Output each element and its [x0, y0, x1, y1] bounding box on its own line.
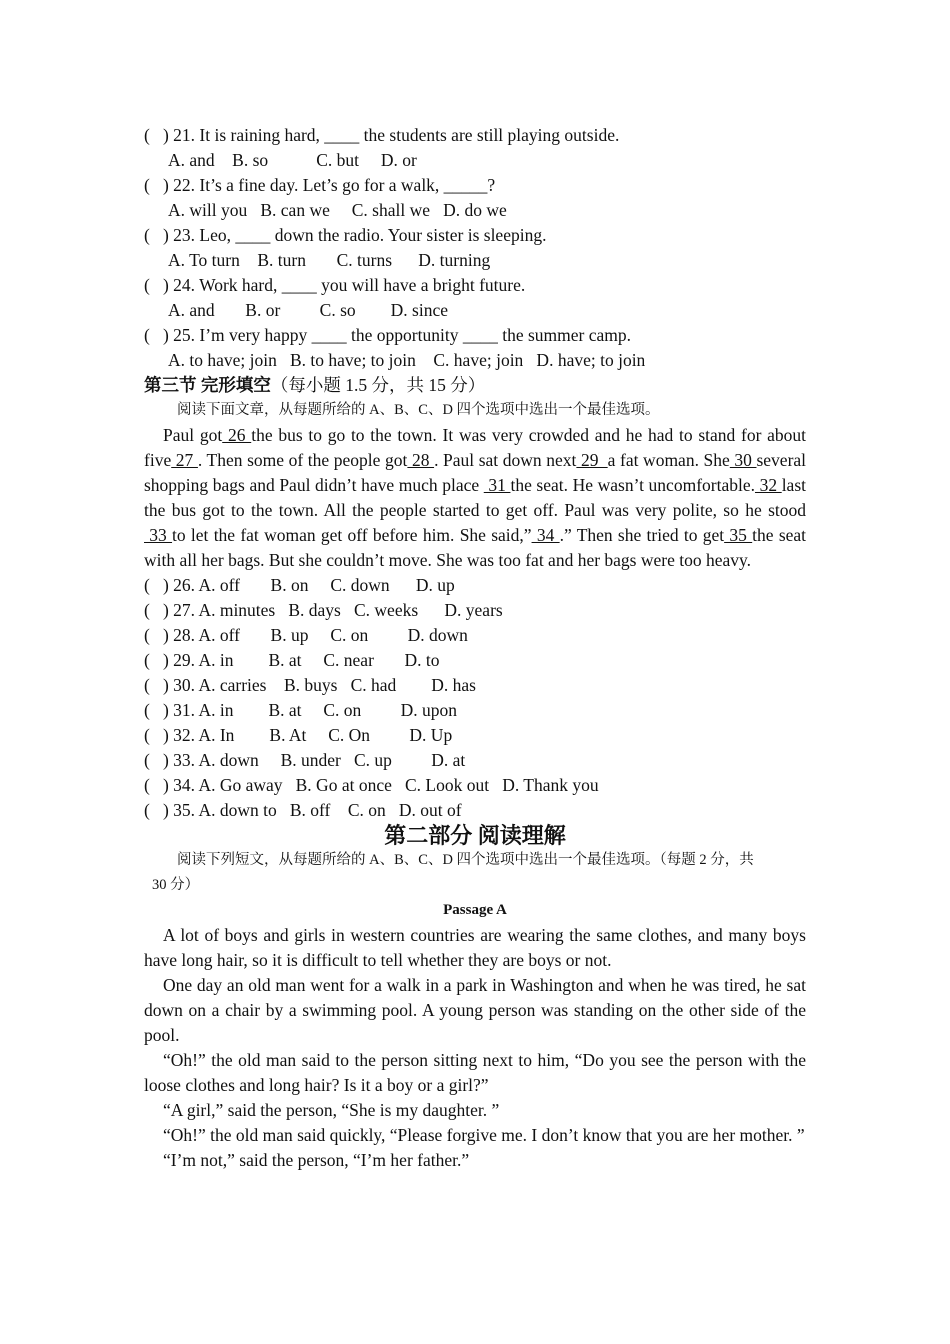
question-23-options: A. To turn B. turn C. turns D. turning	[168, 250, 491, 270]
question-34: ( ) 34. A. Go away B. Go at once C. Look out D. Thank you	[144, 775, 599, 795]
cloze-instruction: 阅读下面文章，从每题所给的 A、B、C、D 四个选项中选出一个最佳选项。	[177, 402, 660, 418]
question-29: ( ) 29. A. in B. at C. near D. to	[144, 650, 440, 670]
passage-paragraph: “Oh!” the old man said to the person sitting next to him, “Do you see the person with the loose clothes and long hair? Is it a boy or a girl?”	[144, 1050, 806, 1095]
cloze-title-score: （每小题 1.5 分，共 15 分）	[270, 375, 486, 395]
grammar-section	[144, 123, 806, 373]
cloze-text: the bus to go to the town. It was very crowded and he had to stand for about five	[144, 425, 807, 470]
question-24: ( ) 24. Work hard, ____ you will have a bright future.	[144, 275, 526, 295]
blank-29: 29	[576, 450, 608, 470]
cloze-text: to let the fat woman get off before him. She said,”	[172, 525, 532, 545]
question-21-options: A. and B. so C. but D. or	[168, 150, 417, 170]
question-23: ( ) 23. Leo, ____ down the radio. Your sister is sleeping.	[144, 225, 547, 245]
reading-instruction	[144, 848, 806, 898]
cloze-text: the seat. He wasn’t uncomfortable.	[510, 475, 755, 495]
passage-title: Passage A	[443, 902, 507, 918]
passage-paragraph: “I’m not,” said the person, “I’m her father.”	[163, 1150, 470, 1170]
cloze-section-title	[144, 373, 806, 398]
cloze-text: .” Then she tried to get	[559, 525, 725, 545]
passage-paragraph: “Oh!” the old man said quickly, “Please forgive me. I don’t know that you are her mother. ”	[163, 1125, 805, 1145]
blank-32: 32	[754, 475, 782, 495]
blank-34: 34	[531, 525, 560, 545]
cloze-text: the seat with all her bags. But she couldn’t move. She was too fat and her bags were too heavy.	[144, 525, 807, 570]
question-26: ( ) 26. A. off B. on C. down D. up	[144, 575, 455, 595]
question-32: ( ) 32. A. In B. At C. On D. Up	[144, 725, 453, 745]
question-28: ( ) 28. A. off B. up C. on D. down	[144, 625, 468, 645]
question-24-options: A. and B. or C. so D. since	[168, 300, 448, 320]
cloze-passage	[144, 423, 806, 573]
passage-paragraph: One day an old man went for a walk in a park in Washington and when he was tired, he sat down on a chair by a swimming pool. A young person was standing on the other side of the pool.	[144, 975, 806, 1045]
exam-page	[144, 123, 806, 1173]
question-27: ( ) 27. A. minutes B. days C. weeks D. years	[144, 600, 503, 620]
cloze-text: . Then some of the people got	[197, 450, 408, 470]
question-21: ( ) 21. It is raining hard, ____ the students are still playing outside.	[144, 125, 620, 145]
blank-26: 26	[222, 425, 252, 445]
blank-35: 35	[724, 525, 753, 545]
blank-28: 28	[407, 450, 435, 470]
blank-27: 27	[171, 450, 198, 470]
reading-instruction-line1: 阅读下列短文，从每题所给的 A、B、C、D 四个选项中选出一个最佳选项。（每题 2 分，共	[177, 852, 754, 868]
question-33: ( ) 33. A. down B. under C. up D. at	[144, 750, 466, 770]
cloze-questions	[144, 573, 806, 823]
reading-part-title: 第二部分 阅读理解	[384, 823, 566, 848]
question-25-options: A. to have; join B. to have; to join C. have; join D. have; to join	[168, 350, 646, 370]
reading-instruction-line2: 30 分）	[152, 877, 200, 893]
cloze-text: . Paul sat down next	[434, 450, 577, 470]
question-30: ( ) 30. A. carries B. buys C. had D. has	[144, 675, 476, 695]
question-25: ( ) 25. I’m very happy ____ the opportunity ____ the summer camp.	[144, 325, 631, 345]
question-22: ( ) 22. It’s a fine day. Let’s go for a walk, _____?	[144, 175, 496, 195]
question-35: ( ) 35. A. down to B. off C. on D. out of	[144, 800, 462, 820]
question-31: ( ) 31. A. in B. at C. on D. upon	[144, 700, 458, 720]
blank-30: 30	[729, 450, 757, 470]
blank-33: 33	[144, 525, 173, 545]
cloze-text: a fat woman. She	[607, 450, 730, 470]
cloze-text: last the bus got to the town. All the people started to get off. Paul was very polite, so he stood	[144, 475, 806, 520]
passage-paragraph: “A girl,” said the person, “She is my daughter. ”	[163, 1100, 500, 1120]
blank-31: 31	[483, 475, 511, 495]
passage-paragraph: A lot of boys and girls in western countries are wearing the same clothes, and many boys have long hair, so it is difficult to tell whether they are boys or not.	[144, 925, 806, 970]
cloze-text: Paul got	[163, 425, 223, 445]
question-22-options: A. will you B. can we C. shall we D. do we	[168, 200, 507, 220]
cloze-title-bold: 第三节 完形填空	[144, 375, 271, 395]
cloze-text: several shopping bags and Paul didn’t have much place	[144, 450, 807, 495]
